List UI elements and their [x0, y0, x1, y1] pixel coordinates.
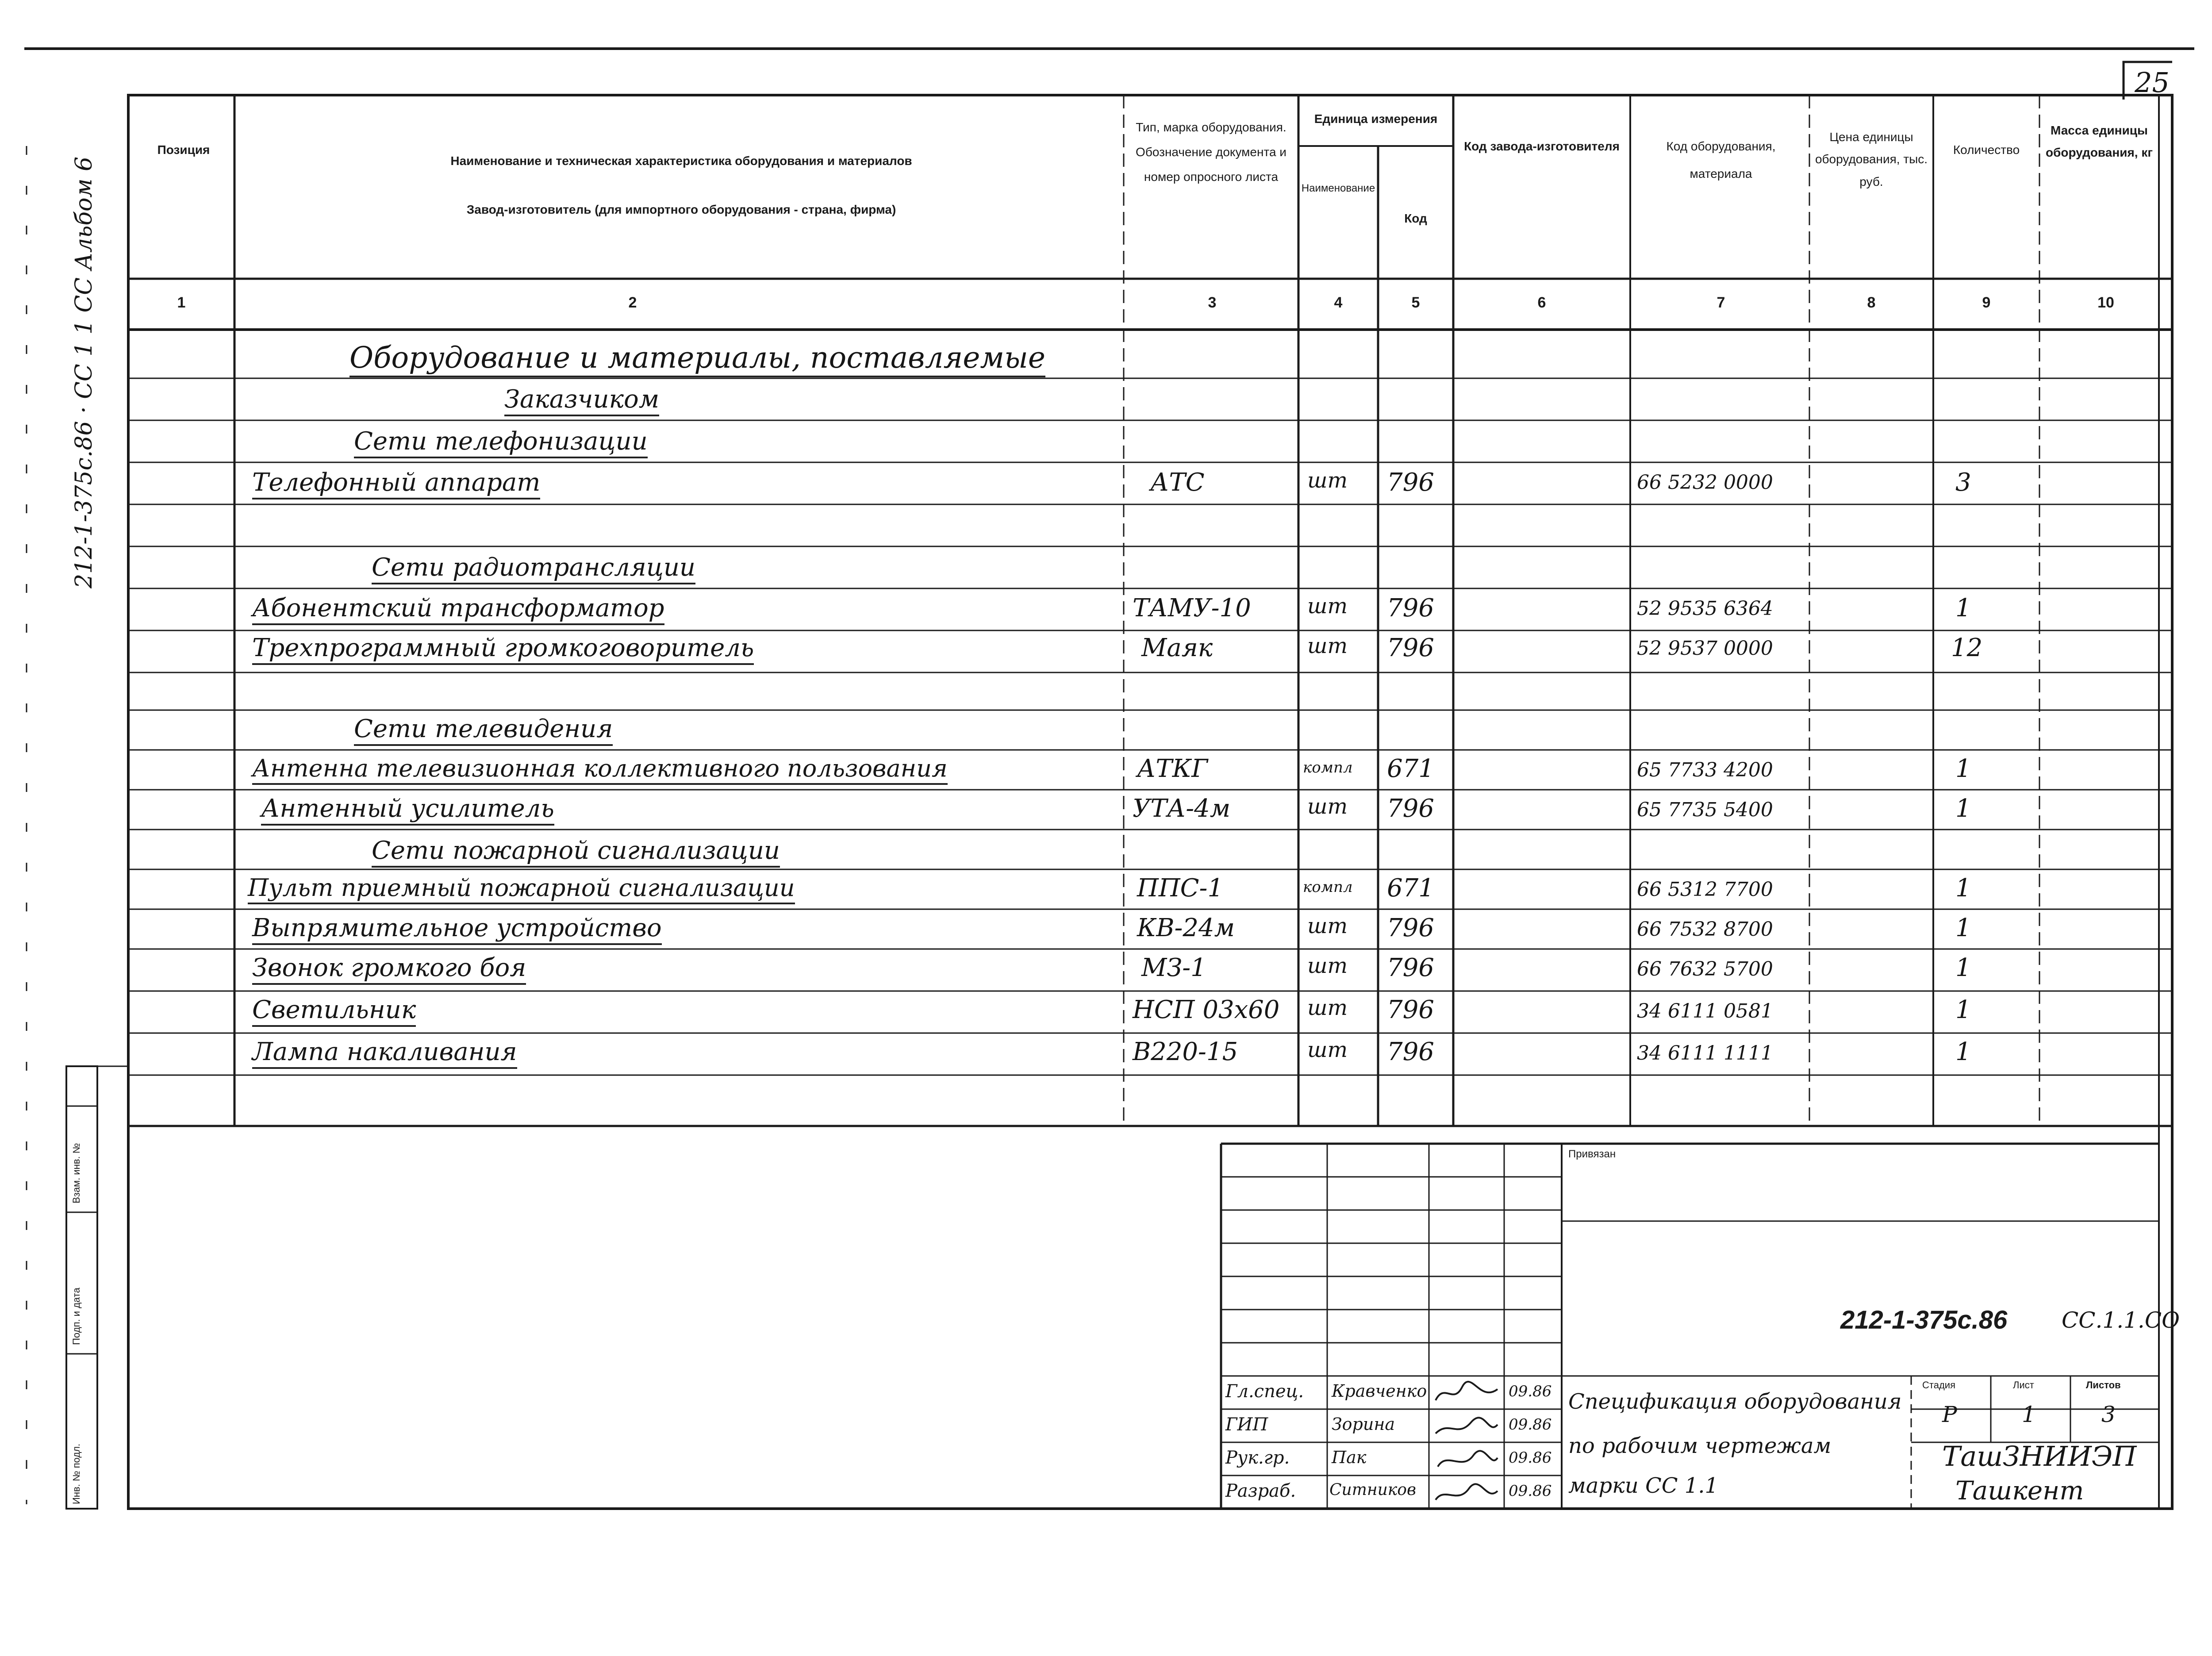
- table-row-7-eq-code: 66 7532 8700: [1637, 918, 1773, 941]
- col-number-9: 9: [1982, 294, 1991, 311]
- date-2: 09.86: [1509, 1416, 1552, 1433]
- name-1: Кравченко: [1332, 1381, 1427, 1401]
- signature-4: [1436, 1484, 1498, 1500]
- table-row-2-code: 796: [1387, 594, 1434, 622]
- table-row-9-qty: 1: [1955, 995, 1971, 1024]
- section-television: Сети телевидения: [354, 715, 613, 746]
- table-row-1-code: 796: [1387, 468, 1434, 497]
- signature-3: [1438, 1451, 1498, 1467]
- role-1: Гл.спец.: [1225, 1381, 1304, 1402]
- sheet-label: Лист: [2013, 1379, 2034, 1391]
- table-row-1-unit: шт: [1307, 468, 1348, 493]
- table-row-8-unit: шт: [1307, 953, 1348, 978]
- header-units-group: Единица измерения: [1314, 112, 1438, 126]
- col-number-1: 1: [177, 294, 186, 311]
- date-4: 09.86: [1509, 1482, 1552, 1500]
- table-row-9-code: 796: [1387, 995, 1434, 1024]
- col-number-3: 3: [1208, 294, 1217, 311]
- date-3: 09.86: [1509, 1449, 1552, 1467]
- table-row-3-eq-code: 52 9537 0000: [1637, 637, 1773, 660]
- table-row-2-name: Абонентский трансформатор: [252, 594, 664, 625]
- header-col2-line1: Наименование и техническая характеристика оборудования и материалов: [450, 154, 912, 168]
- header-col4: Наименование: [1301, 182, 1375, 194]
- table-row-5-eq-code: 65 7735 5400: [1637, 799, 1773, 821]
- table-row-10-type: В220-15: [1133, 1037, 1238, 1066]
- table-row-4-name: Антенна телевизионная коллективного пользования: [252, 754, 948, 785]
- col-number-5: 5: [1411, 294, 1420, 311]
- name-3: Пак: [1332, 1448, 1367, 1467]
- table-row-5-name: Антенный усилитель: [261, 794, 554, 826]
- table-row-8-code: 796: [1387, 953, 1434, 982]
- organization-city: Ташкент: [1955, 1475, 2084, 1506]
- role-2: ГИП: [1225, 1414, 1268, 1435]
- doc-mark: СС.1.1.СО: [2062, 1307, 2180, 1333]
- col-number-6: 6: [1537, 294, 1546, 311]
- table-row-1-qty: 3: [1955, 468, 1971, 497]
- table-row-6-unit: компл: [1303, 878, 1353, 896]
- col-number-4: 4: [1334, 294, 1343, 311]
- table-row-8-qty: 1: [1955, 953, 1971, 982]
- doc-title-line-3: марки СС 1.1: [1568, 1473, 1719, 1498]
- table-row-10-qty: 1: [1955, 1037, 1971, 1066]
- margin-note: 212-1-375с.86 · СС 1 1 СС Альбом 6: [71, 156, 97, 588]
- doc-code: 212-1-375с.86: [1840, 1306, 2008, 1334]
- table-row-6-type: ППС-1: [1137, 874, 1224, 903]
- table-row-9-unit: шт: [1307, 995, 1348, 1020]
- sheets-label: Листов: [2086, 1379, 2121, 1391]
- header-col10: Масса единицы оборудования, кг: [2045, 123, 2153, 160]
- name-2: Зорина: [1332, 1414, 1395, 1434]
- header-col5: Код: [1404, 211, 1427, 225]
- stage-value: Р: [1942, 1402, 1957, 1427]
- table-row-5-qty: 1: [1955, 794, 1971, 823]
- table-row-10-code: 796: [1387, 1037, 1434, 1066]
- date-1: 09.86: [1509, 1383, 1552, 1400]
- table-row-3-code: 796: [1387, 634, 1434, 662]
- table-row-4-code: 671: [1387, 754, 1434, 783]
- header-col3: Тип, марка оборудования. Обозначение документа и номер опросного листа: [1136, 120, 1286, 184]
- table-row-3-type: Маяк: [1141, 634, 1213, 662]
- table-row-5-unit: шт: [1307, 794, 1348, 819]
- header-col6: Код завода-изготовителя: [1464, 139, 1620, 153]
- header-col2-line2: Завод-изготовитель (для импортного оборудования - страна, фирма): [466, 203, 896, 216]
- section-fire-alarm: Сети пожарной сигнализации: [372, 836, 780, 868]
- title-block-privyazan: Привязан: [1568, 1148, 1616, 1160]
- table-row-2-eq-code: 52 9535 6364: [1637, 597, 1773, 620]
- signature-2: [1436, 1418, 1498, 1433]
- table-row-3-name: Трехпрограммный громкоговоритель: [252, 634, 754, 665]
- col-number-2: 2: [628, 294, 637, 311]
- table-row-6-name: Пульт приемный пожарной сигнализации: [248, 874, 795, 904]
- signatures: [1431, 1378, 1502, 1509]
- sheet-value: 1: [2022, 1402, 2036, 1427]
- header-col8: Цена единицы оборудования, тыс. руб.: [1815, 130, 1928, 188]
- table-row-1-eq-code: 66 5232 0000: [1637, 471, 1773, 494]
- table-row-4-type: АТКГ: [1137, 754, 1208, 783]
- organization-name: ТашЗНИИЭП: [1942, 1440, 2137, 1472]
- table-row-4-unit: компл: [1303, 759, 1353, 776]
- doc-title-line-1: Спецификация оборудования: [1568, 1389, 1902, 1414]
- header-col9: Количество: [1953, 143, 2020, 157]
- stamp-cell-inv: Инв. № подл.: [71, 1443, 82, 1504]
- stamp-cell-podp: Подп. и дата: [71, 1287, 82, 1345]
- col-number-8: 8: [1867, 294, 1876, 311]
- table-row-5-code: 796: [1387, 794, 1434, 823]
- table-row-4-eq-code: 65 7733 4200: [1637, 759, 1773, 781]
- stamp-cell-vzam: Взам. инв. №: [71, 1143, 82, 1203]
- col-number-10: 10: [2097, 294, 2114, 311]
- table-row-2-unit: шт: [1307, 594, 1348, 619]
- table-row-2-qty: 1: [1955, 594, 1971, 622]
- table-row-8-type: МЗ-1: [1141, 953, 1206, 982]
- table-row-4-qty: 1: [1955, 754, 1971, 783]
- table-row-8-name: Звонок громкого боя: [252, 953, 526, 985]
- table-row-7-type: КВ-24м: [1137, 914, 1235, 942]
- table-row-9-name: Светильник: [252, 995, 416, 1027]
- table-row-7-name: Выпрямительное устройство: [252, 914, 662, 945]
- section-telephony: Сети телефонизации: [354, 427, 648, 458]
- table-row-6-qty: 1: [1955, 874, 1971, 903]
- table-row-7-code: 796: [1387, 914, 1434, 942]
- section-radio: Сети радиотрансляции: [372, 553, 695, 584]
- table-row-9-eq-code: 34 6111 0581: [1637, 1000, 1773, 1022]
- page-number: 25: [2135, 66, 2170, 99]
- role-3: Рук.гр.: [1225, 1448, 1290, 1468]
- section-main-title-2: Заказчиком: [504, 385, 659, 416]
- table-row-10-unit: шт: [1307, 1037, 1348, 1062]
- name-4: Ситников: [1329, 1481, 1416, 1499]
- table-row-3-unit: шт: [1307, 634, 1348, 658]
- header-col7: Код оборудования, материала: [1666, 139, 1776, 181]
- table-row-10-name: Лампа накаливания: [252, 1037, 517, 1069]
- stage-label: Стадия: [1922, 1379, 1955, 1391]
- role-4: Разраб.: [1225, 1481, 1296, 1501]
- table-row-1-name: Телефонный аппарат: [252, 468, 540, 499]
- table-row-6-code: 671: [1387, 874, 1434, 903]
- table-row-10-eq-code: 34 6111 1111: [1637, 1042, 1773, 1064]
- table-row-7-unit: шт: [1307, 914, 1348, 938]
- table-row-2-type: ТАМУ-10: [1133, 594, 1251, 622]
- header-col1: Позиция: [157, 143, 210, 157]
- table-row-9-type: НСП 03х60: [1133, 995, 1280, 1024]
- section-main-title: Оборудование и материалы, поставляемые: [349, 341, 1045, 377]
- doc-title-line-2: по рабочим чертежам: [1568, 1433, 1832, 1458]
- table-row-7-qty: 1: [1955, 914, 1971, 942]
- table-row-5-type: УТА-4м: [1133, 794, 1231, 823]
- table-row-8-eq-code: 66 7632 5700: [1637, 958, 1773, 980]
- sheets-value: 3: [2101, 1402, 2116, 1427]
- col-number-7: 7: [1717, 294, 1725, 311]
- table-row-3-qty: 12: [1951, 634, 1983, 662]
- table-row-1-type: АТС: [1150, 468, 1205, 497]
- table-row-6-eq-code: 66 5312 7700: [1637, 878, 1773, 901]
- signature-1: [1436, 1382, 1498, 1400]
